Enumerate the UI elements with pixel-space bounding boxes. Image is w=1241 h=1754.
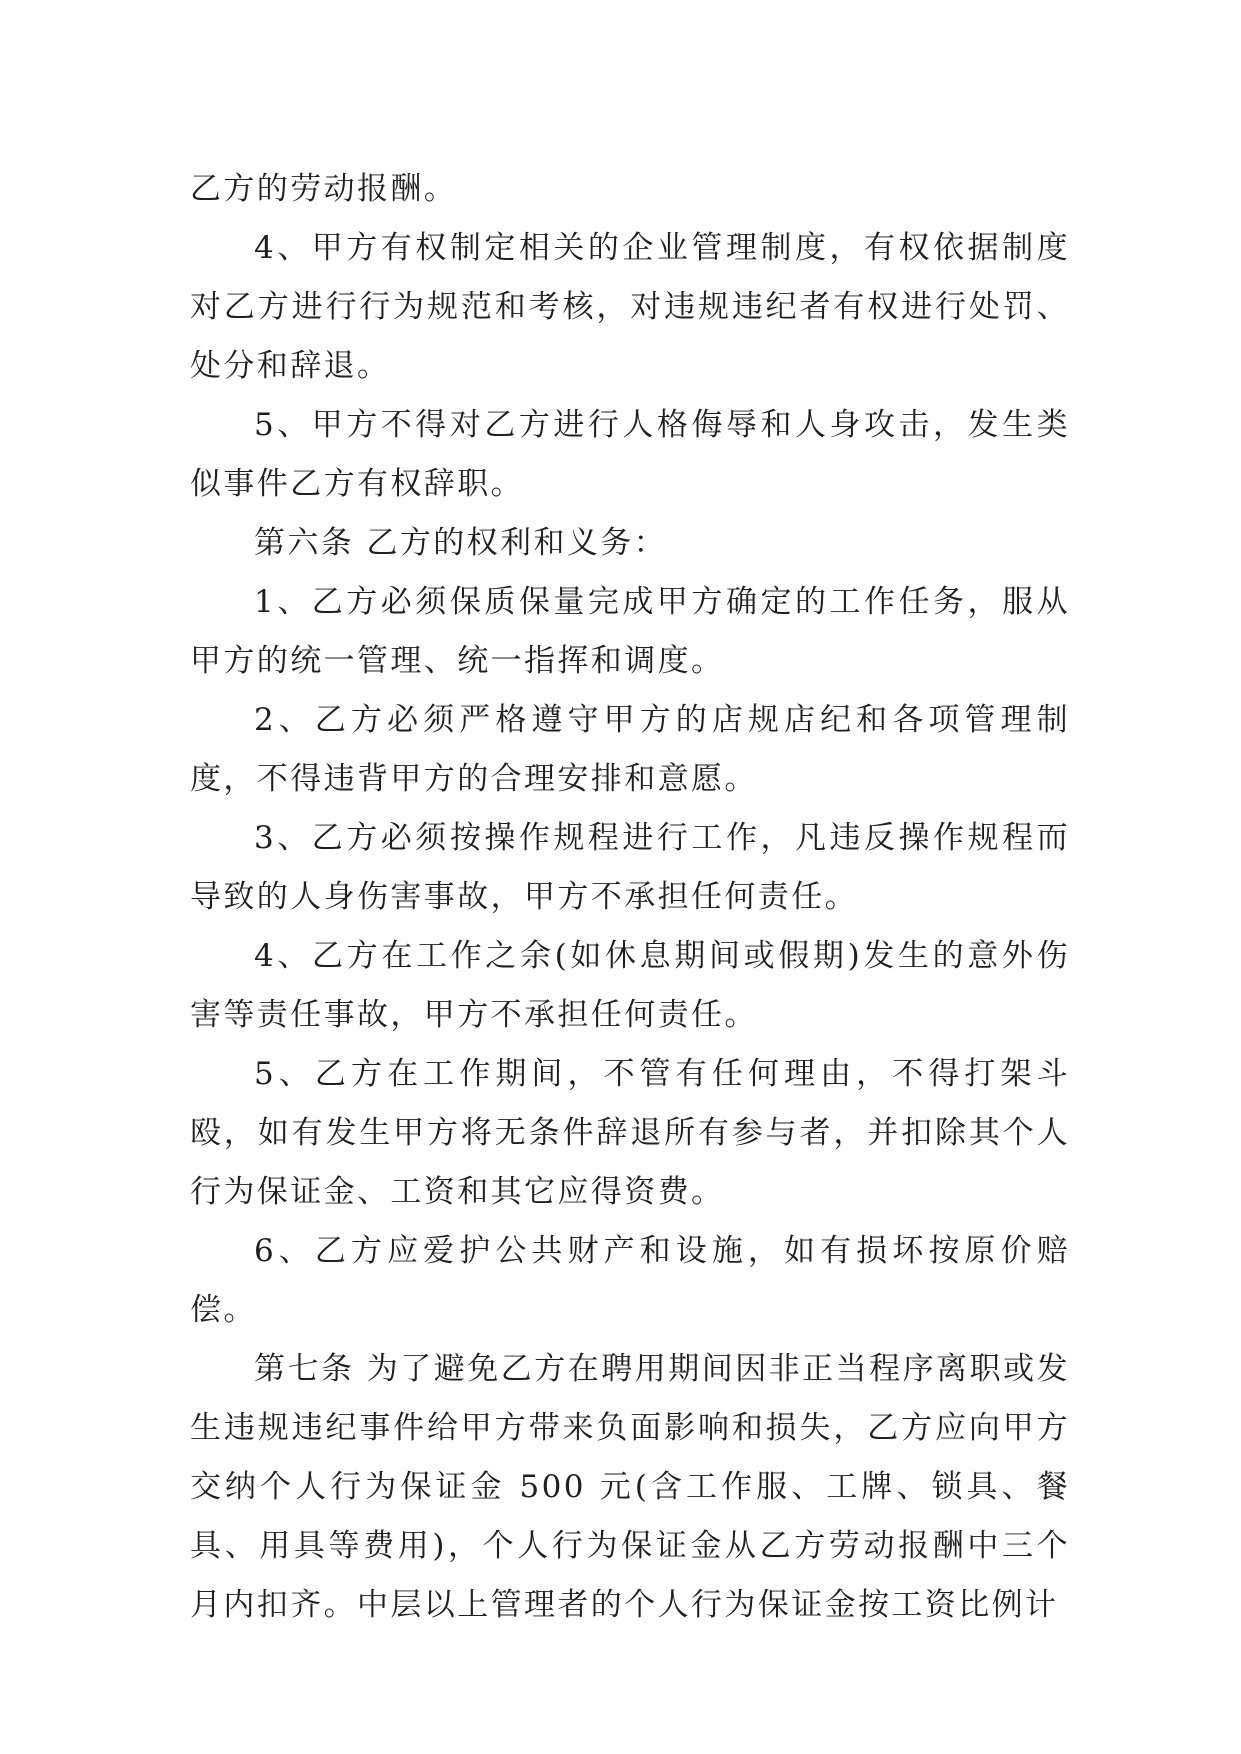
paragraph-1: 乙方的劳动报酬。: [190, 171, 458, 207]
paragraph-6: 2、乙方必须严格遵守甲方的店规店纪和各项管理制度，不得违背甲方的合理安排和意愿。: [190, 702, 1070, 797]
paragraph-5: 1、乙方必须保质保量完成甲方确定的工作任务，服从甲方的统一管理、统一指挥和调度。: [190, 584, 1070, 679]
paragraph-3: 5、甲方不得对乙方进行人格侮辱和人身攻击，发生类似事件乙方有权辞职。: [190, 407, 1070, 502]
article-7-paragraph: 第七条 为了避免乙方在聘用期间因非正当程序离职或发生违规违纪事件给甲方带来负面影响和损失，乙方应向甲方交纳个人行为保证金 500 元(含工作服、工牌、锁具、餐具、用具等费用)，个人行为保证金从乙方劳动报酬中三个月内扣齐。中层以上管理者的个人行为保证金按工资比例计: [190, 1351, 1070, 1623]
paragraph-9: 5、乙方在工作期间，不管有任何理由，不得打架斗殴，如有发生甲方将无条件辞退所有参与者，并扣除其个人行为保证金、工资和其它应得资费。: [190, 1056, 1070, 1210]
paragraph-10: 6、乙方应爱护公共财产和设施，如有损坏按原价赔偿。: [190, 1233, 1070, 1328]
article-6-heading: 第六条 乙方的权利和义务：: [254, 525, 668, 561]
paragraph-8: 4、乙方在工作之余(如休息期间或假期)发生的意外伤害等责任事故，甲方不承担任何责任。: [190, 938, 1070, 1033]
paragraph-7: 3、乙方必须按操作规程进行工作，凡违反操作规程而导致的人身伤害事故，甲方不承担任何责任。: [190, 820, 1070, 915]
document-body: [190, 160, 1070, 1635]
paragraph-2: 4、甲方有权制定相关的企业管理制度，有权依据制度对乙方进行行为规范和考核，对违规违纪者有权进行处罚、处分和辞退。: [190, 230, 1070, 384]
